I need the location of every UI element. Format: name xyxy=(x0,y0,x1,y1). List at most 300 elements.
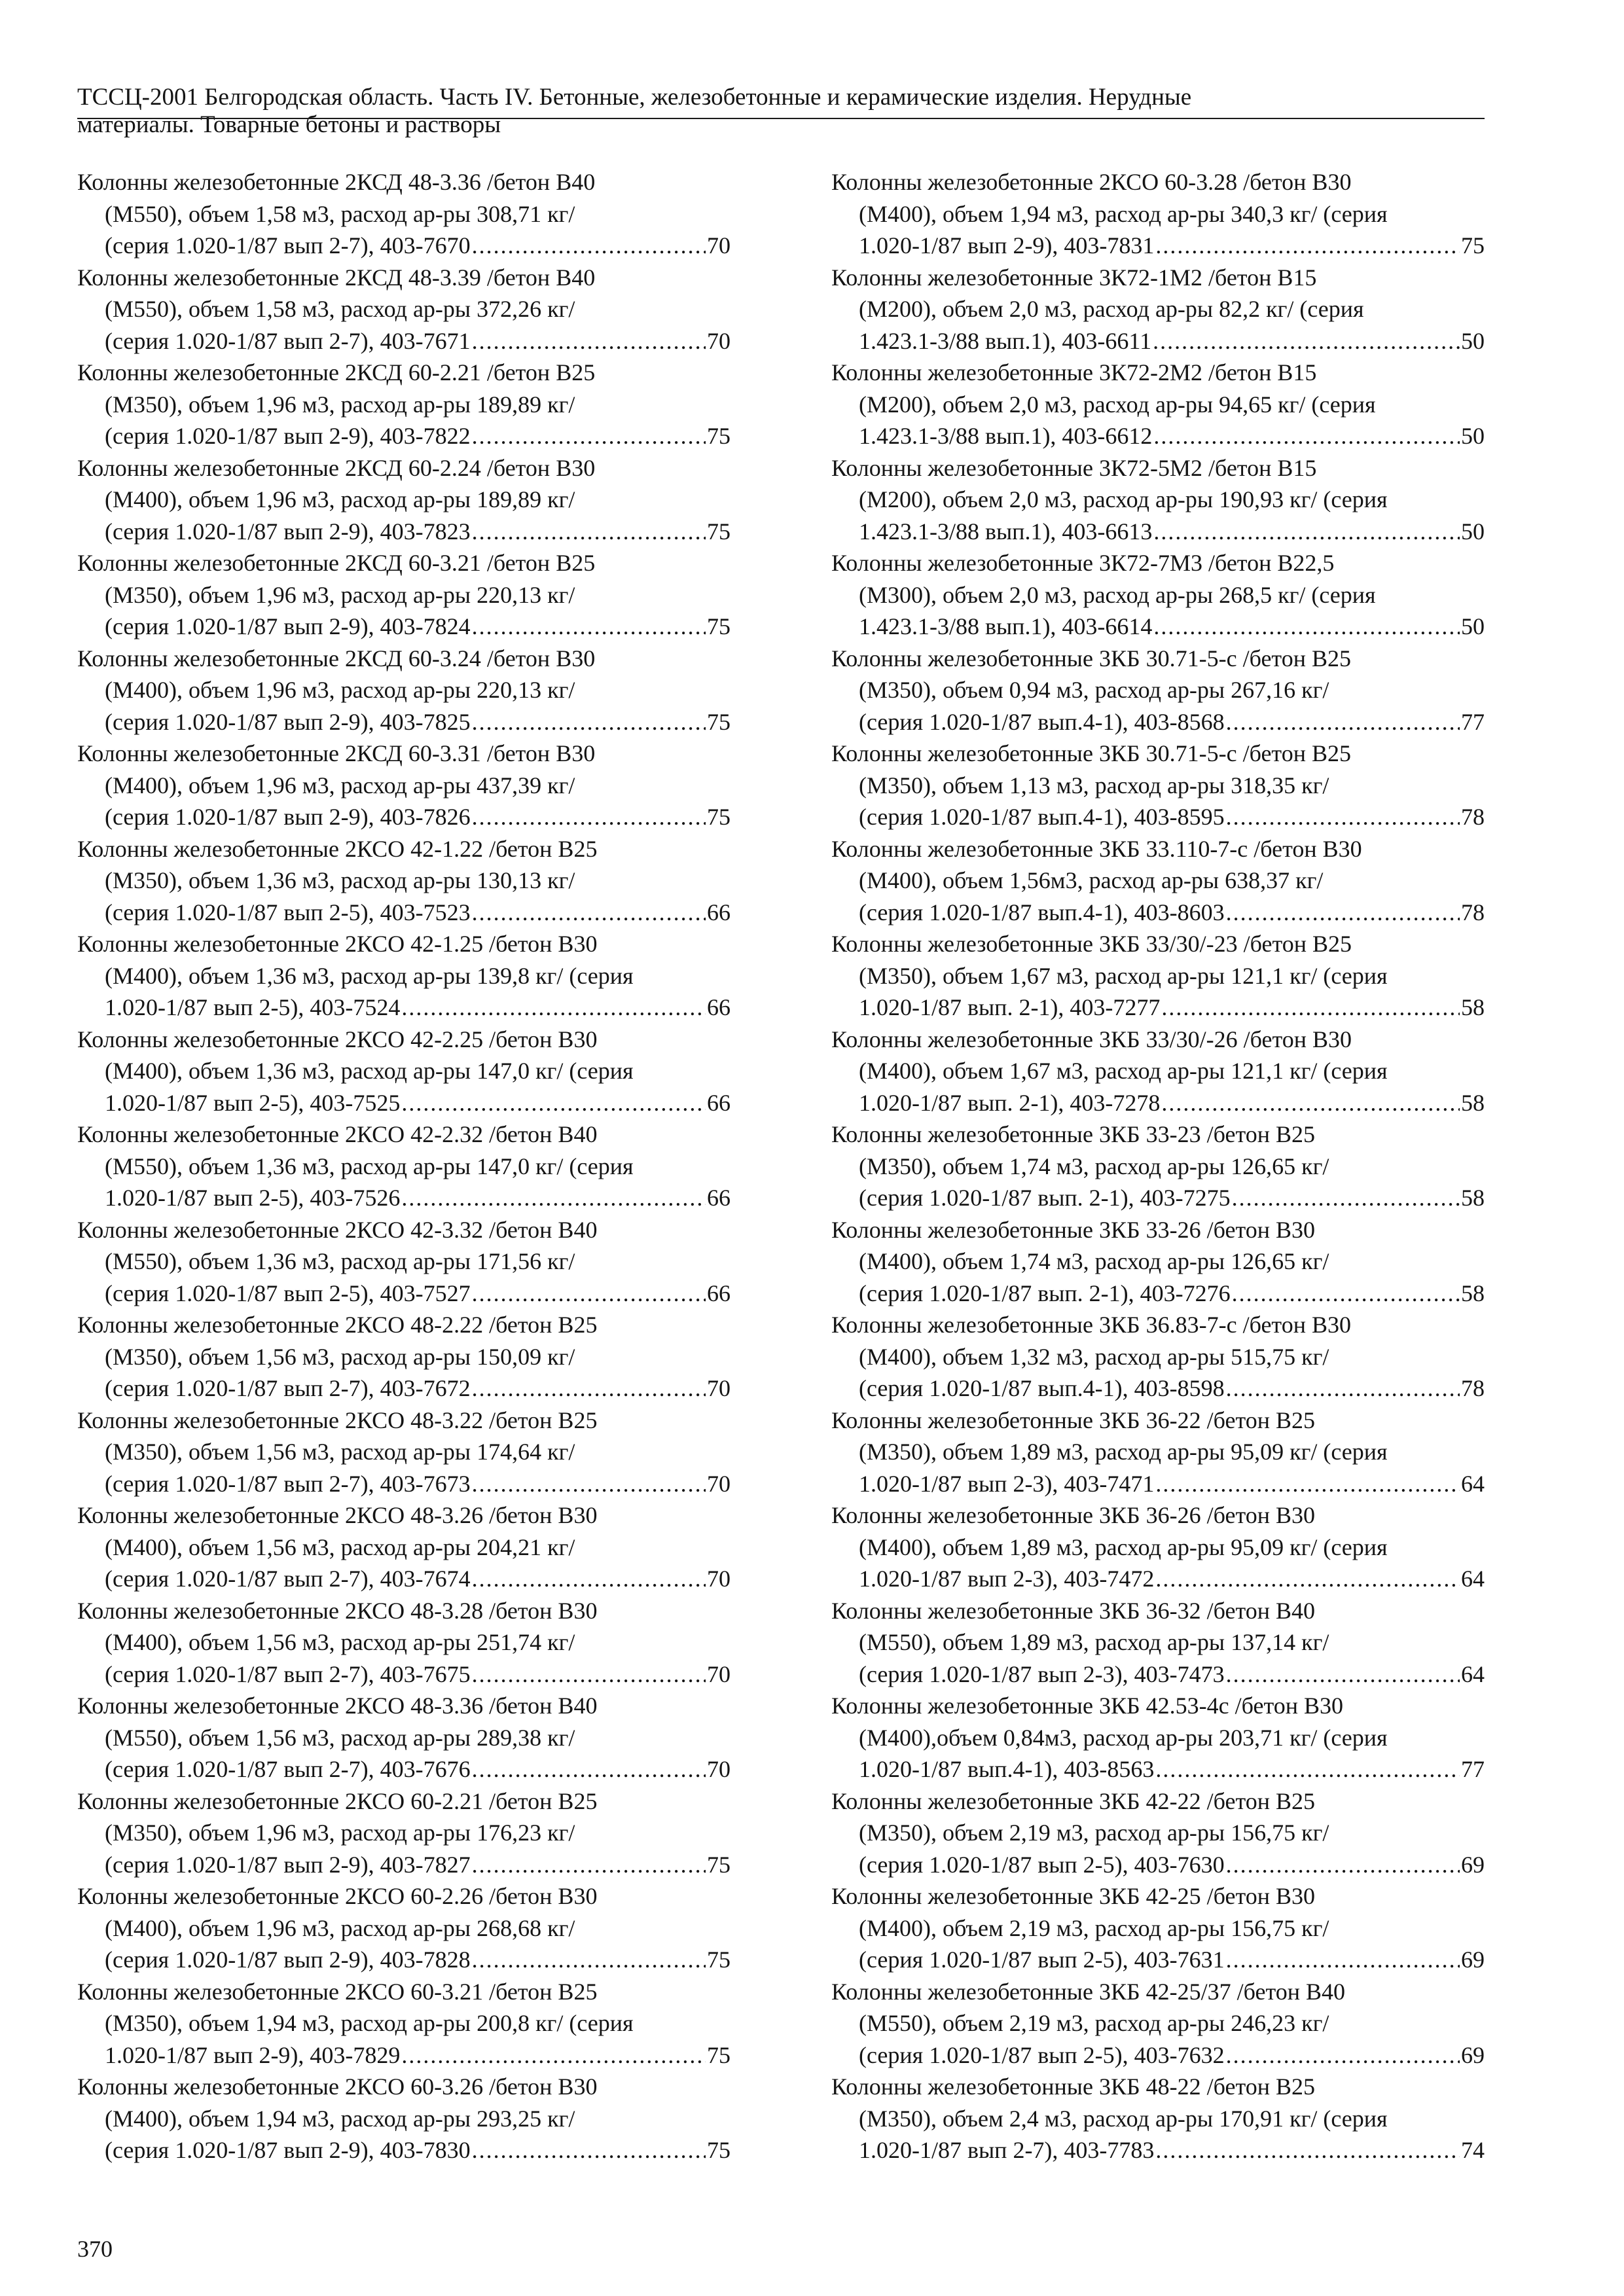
entry-detail-line: (М350), объем 1,67 м3, расход ар-ры 121,1 кг/ (серия xyxy=(859,962,1388,989)
entry-reference-text: (серия 1.020-1/87 вып 2-7), 403-7671 xyxy=(105,327,471,354)
entry-detail-line: (М400), объем 1,36 м3, расход ар-ры 139,8 кг/ (серия xyxy=(105,962,634,989)
header-line-1: ТССЦ-2001 Белгородская область. Часть IV. Бетонные, железобетонные и керамические изделия. Нерудные xyxy=(77,84,1192,111)
entry-title-line: Колонны железобетонные 2КСО 48-3.28 /бетон В30 xyxy=(77,1597,598,1624)
entry-detail-line: (М300), объем 2,0 м3, расход ар-ры 268,5 кг/ (серия xyxy=(859,581,1376,608)
entry-detail-line: (М350), объем 1,96 м3, расход ар-ры 176,23 кг/ xyxy=(105,1820,575,1846)
entry-reference-line xyxy=(831,1182,1485,1214)
entry-page-number: 58 xyxy=(1461,994,1485,1020)
dot-leader xyxy=(401,1182,706,1214)
entry-reference-line xyxy=(77,897,731,929)
dot-leader xyxy=(1153,325,1460,357)
entry-reference-text: (серия 1.020-1/87 вып 2-9), 403-7825 xyxy=(105,708,471,735)
entry-page-number: 75 xyxy=(1461,232,1485,259)
index-entry xyxy=(77,1214,731,1310)
entry-detail-line: (М350), объем 1,96 м3, расход ар-ры 220,13 кг/ xyxy=(105,581,575,608)
entry-page-number: 75 xyxy=(707,2041,731,2068)
dot-leader xyxy=(472,897,706,929)
index-entry xyxy=(831,547,1485,643)
entry-reference-line xyxy=(831,230,1485,262)
entry-reference-text: 1.020-1/87 вып. 2-1), 403-7278 xyxy=(859,1089,1161,1116)
entry-title-line: Колонны железобетонные 3КБ 36.83-7-с /бетон В30 xyxy=(831,1312,1351,1338)
dot-leader xyxy=(1155,230,1460,262)
entry-detail-line: (М400), объем 1,56 м3, расход ар-ры 204,21 кг/ xyxy=(105,1534,575,1560)
entry-reference-text: (серия 1.020-1/87 вып 2-5), 403-7632 xyxy=(859,2041,1225,2068)
dot-leader xyxy=(1226,706,1460,738)
entry-title-line: Колонны железобетонные 3КБ 33.110-7-с /бетон В30 xyxy=(831,835,1362,862)
entry-page-number: 69 xyxy=(1461,1851,1485,1878)
entry-detail-line: (М350), объем 1,74 м3, расход ар-ры 126,65 кг/ xyxy=(859,1153,1329,1179)
entry-detail-line: (М400), объем 1,94 м3, расход ар-ры 340,3 кг/ (серия xyxy=(859,200,1388,227)
entry-detail-line: (М550), объем 1,36 м3, расход ар-ры 147,0 кг/ (серия xyxy=(105,1153,634,1179)
index-entry xyxy=(77,1024,731,1119)
entry-reference-line xyxy=(831,1753,1485,1785)
entry-reference-line xyxy=(77,1468,731,1500)
entry-reference-text: (серия 1.020-1/87 вып 2-7), 403-7673 xyxy=(105,1470,471,1497)
entry-detail-line: (М550), объем 1,89 м3, расход ар-ры 137,14 кг/ xyxy=(859,1629,1329,1655)
dot-leader xyxy=(1226,1944,1460,1976)
entry-reference-text: (серия 1.020-1/87 вып. 2-1), 403-7275 xyxy=(859,1185,1231,1211)
dot-leader xyxy=(1153,420,1460,452)
index-entry xyxy=(831,1690,1485,1785)
entry-reference-line xyxy=(831,2134,1485,2166)
dot-leader xyxy=(1161,992,1460,1024)
entry-title-line: Колонны железобетонные 2КСО 48-3.36 /бетон В40 xyxy=(77,1693,598,1719)
entry-detail-line: (М400), объем 1,56м3, расход ар-ры 638,37 кг/ xyxy=(859,867,1324,893)
index-entry xyxy=(77,738,731,833)
entry-page-number: 70 xyxy=(707,1375,731,1401)
index-entry xyxy=(77,1309,731,1405)
index-entry xyxy=(77,928,731,1024)
dot-leader xyxy=(472,611,706,643)
dot-leader xyxy=(1226,897,1460,929)
index-entry xyxy=(831,1785,1485,1881)
entry-detail-line: (М200), объем 2,0 м3, расход ар-ры 94,65 кг/ (серия xyxy=(859,391,1376,418)
index-entry xyxy=(831,738,1485,833)
entry-reference-text: (серия 1.020-1/87 вып 2-5), 403-7630 xyxy=(859,1851,1225,1878)
entry-detail-line: (М400), объем 1,67 м3, расход ар-ры 121,1 кг/ (серия xyxy=(859,1058,1388,1084)
entry-reference-text: (серия 1.020-1/87 вып.4-1), 403-8603 xyxy=(859,899,1225,925)
entry-detail-line: (М550), объем 2,19 м3, расход ар-ры 246,23 кг/ xyxy=(859,2010,1329,2036)
index-entry xyxy=(77,452,731,548)
entry-reference-line xyxy=(77,801,731,833)
index-entry xyxy=(77,1405,731,1500)
entry-reference-line xyxy=(77,2039,731,2072)
entry-detail-line: (М350), объем 1,36 м3, расход ар-ры 130,13 кг/ xyxy=(105,867,575,893)
entry-page-number: 75 xyxy=(707,804,731,830)
entry-title-line: Колонны железобетонные 2КСО 42-3.32 /бетон В40 xyxy=(77,1216,598,1243)
index-entry xyxy=(831,1880,1485,1976)
entry-title-line: Колонны железобетонные 3КБ 42-22 /бетон В25 xyxy=(831,1787,1316,1814)
dot-leader xyxy=(1226,801,1460,833)
index-entry xyxy=(77,262,731,357)
entry-reference-text: (серия 1.020-1/87 вып 2-7), 403-7675 xyxy=(105,1660,471,1687)
entry-page-number: 50 xyxy=(1461,327,1485,354)
entry-page-number: 75 xyxy=(707,1851,731,1878)
entry-page-number: 75 xyxy=(707,518,731,545)
entry-detail-line: (М350), объем 0,94 м3, расход ар-ры 267,16 кг/ xyxy=(859,677,1329,703)
entry-reference-text: 1.423.1-3/88 вып.1), 403-6611 xyxy=(859,327,1152,354)
entry-title-line: Колонны железобетонные 2КСО 42-1.25 /бетон В30 xyxy=(77,931,598,957)
entry-reference-text: 1.020-1/87 вып. 2-1), 403-7277 xyxy=(859,994,1161,1020)
entry-page-number: 64 xyxy=(1461,1660,1485,1687)
entry-title-line: Колонны железобетонные 3КБ 42.53-4с /бетон В30 xyxy=(831,1693,1343,1719)
entry-reference-text: 1.020-1/87 вып 2-9), 403-7831 xyxy=(859,232,1155,259)
entry-reference-line xyxy=(831,1278,1485,1310)
entry-title-line: Колонны железобетонные 2КСО 60-3.26 /бетон В30 xyxy=(77,2073,598,2100)
entry-reference-text: (серия 1.020-1/87 вып 2-9), 403-7830 xyxy=(105,2137,471,2163)
dot-leader xyxy=(472,1944,706,1976)
entry-reference-text: 1.423.1-3/88 вып.1), 403-6612 xyxy=(859,423,1153,449)
index-entry xyxy=(831,166,1485,262)
entry-reference-line xyxy=(77,230,731,262)
entry-title-line: Колонны железобетонные 3КБ 36-26 /бетон В30 xyxy=(831,1502,1316,1528)
entry-reference-line xyxy=(77,1087,731,1119)
entry-title-line: Колонны железобетонные 2КСО 48-3.22 /бетон В25 xyxy=(77,1407,598,1433)
entry-reference-text: 1.423.1-3/88 вып.1), 403-6614 xyxy=(859,613,1153,639)
dot-leader xyxy=(1153,516,1460,548)
dot-leader xyxy=(472,1372,706,1405)
entry-title-line: Колонны железобетонные 3К72-5М2 /бетон В15 xyxy=(831,454,1317,481)
entry-reference-line xyxy=(831,1468,1485,1500)
entry-reference-text: (серия 1.020-1/87 вып 2-9), 403-7828 xyxy=(105,1946,471,1973)
entry-title-line: Колонны железобетонные 3КБ 30.71-5-с /бетон В25 xyxy=(831,740,1351,766)
entry-page-number: 75 xyxy=(707,423,731,449)
right-index-column xyxy=(831,166,1485,2166)
index-entry xyxy=(77,166,731,262)
dot-leader xyxy=(472,516,706,548)
entry-reference-text: (серия 1.020-1/87 вып 2-5), 403-7631 xyxy=(859,1946,1225,1973)
entry-page-number: 50 xyxy=(1461,613,1485,639)
index-entry xyxy=(77,2071,731,2166)
entry-page-number: 58 xyxy=(1461,1185,1485,1211)
header-rule xyxy=(77,118,1485,119)
entry-detail-line: (М400), объем 1,96 м3, расход ар-ры 220,13 кг/ xyxy=(105,677,575,703)
entry-detail-line: (М550), объем 1,58 м3, расход ар-ры 308,71 кг/ xyxy=(105,200,575,227)
index-entry xyxy=(831,643,1485,738)
index-entry xyxy=(831,262,1485,357)
index-entry xyxy=(831,928,1485,1024)
entry-reference-text: (серия 1.020-1/87 вып.4-1), 403-8568 xyxy=(859,708,1225,735)
entry-title-line: Колонны железобетонные 2КСД 60-3.24 /бетон В30 xyxy=(77,645,596,672)
entry-reference-text: (серия 1.020-1/87 вып 2-9), 403-7827 xyxy=(105,1851,471,1878)
entry-page-number: 50 xyxy=(1461,518,1485,545)
entry-page-number: 70 xyxy=(707,327,731,354)
entry-page-number: 64 xyxy=(1461,1470,1485,1497)
entry-reference-text: (серия 1.020-1/87 вып 2-9), 403-7826 xyxy=(105,804,471,830)
entry-reference-text: 1.020-1/87 вып 2-7), 403-7783 xyxy=(859,2137,1155,2163)
entry-reference-text: (серия 1.020-1/87 вып 2-5), 403-7527 xyxy=(105,1280,471,1306)
entry-reference-line xyxy=(831,516,1485,548)
index-entry xyxy=(831,1024,1485,1119)
entry-reference-line xyxy=(831,897,1485,929)
entry-detail-line: (М400), объем 1,74 м3, расход ар-ры 126,65 кг/ xyxy=(859,1248,1329,1274)
dot-leader xyxy=(472,801,706,833)
entry-page-number: 70 xyxy=(707,1756,731,1782)
entry-page-number: 70 xyxy=(707,1470,731,1497)
entry-page-number: 77 xyxy=(1461,708,1485,735)
dot-leader xyxy=(1155,2134,1460,2166)
entry-page-number: 70 xyxy=(707,1566,731,1592)
entry-page-number: 58 xyxy=(1461,1089,1485,1116)
entry-page-number: 58 xyxy=(1461,1280,1485,1306)
index-entry xyxy=(77,643,731,738)
entry-title-line: Колонны железобетонные 2КСО 48-3.26 /бетон В30 xyxy=(77,1502,598,1528)
entry-reference-text: (серия 1.020-1/87 вып 2-7), 403-7672 xyxy=(105,1375,471,1401)
entry-reference-line xyxy=(831,1659,1485,1691)
index-entry xyxy=(831,1405,1485,1500)
entry-detail-line: (М400),объем 0,84м3, расход ар-ры 203,71 кг/ (серия xyxy=(859,1724,1388,1751)
entry-detail-line: (М550), объем 1,56 м3, расход ар-ры 289,38 кг/ xyxy=(105,1724,575,1751)
left-index-column xyxy=(77,166,731,2166)
entry-title-line: Колонны железобетонные 2КСО 60-3.28 /бетон В30 xyxy=(831,169,1352,195)
entry-reference-line xyxy=(77,1659,731,1691)
entry-page-number: 75 xyxy=(707,1946,731,1973)
dot-leader xyxy=(1226,1849,1460,1881)
entry-page-number: 74 xyxy=(1461,2137,1485,2163)
entry-reference-text: 1.020-1/87 вып 2-3), 403-7471 xyxy=(859,1470,1155,1497)
entry-reference-line xyxy=(77,1849,731,1881)
entry-title-line: Колонны железобетонные 3КБ 33/30/-26 /бетон В30 xyxy=(831,1026,1352,1052)
entry-title-line: Колонны железобетонные 2КСО 42-2.32 /бетон В40 xyxy=(77,1121,598,1147)
index-entry xyxy=(77,833,731,929)
entry-page-number: 64 xyxy=(1461,1566,1485,1592)
entry-page-number: 70 xyxy=(707,1660,731,1687)
entry-reference-line xyxy=(831,801,1485,833)
entry-reference-line xyxy=(831,706,1485,738)
index-entry xyxy=(77,1119,731,1214)
entry-reference-line xyxy=(77,1563,731,1595)
entry-page-number: 69 xyxy=(1461,1946,1485,1973)
dot-leader xyxy=(1232,1278,1460,1310)
entry-title-line: Колонны железобетонные 3К72-7М3 /бетон В22,5 xyxy=(831,550,1335,576)
entry-detail-line: (М350), объем 1,94 м3, расход ар-ры 200,8 кг/ (серия xyxy=(105,2010,634,2036)
dot-leader xyxy=(472,1468,706,1500)
dot-leader xyxy=(472,706,706,738)
entry-reference-line xyxy=(77,516,731,548)
entry-reference-text: 1.020-1/87 вып 2-5), 403-7526 xyxy=(105,1185,401,1211)
entry-title-line: Колонны железобетонные 2КСД 48-3.36 /бетон В40 xyxy=(77,169,596,195)
page-number: 370 xyxy=(77,2236,113,2262)
entry-detail-line: (М400), объем 1,94 м3, расход ар-ры 293,25 кг/ xyxy=(105,2105,575,2132)
dot-leader xyxy=(472,2134,706,2166)
entry-reference-line xyxy=(831,1372,1485,1405)
entry-detail-line: (М200), объем 2,0 м3, расход ар-ры 190,93 кг/ (серия xyxy=(859,486,1388,512)
entry-detail-line: (М400), объем 2,19 м3, расход ар-ры 156,75 кг/ xyxy=(859,1914,1329,1941)
page-header xyxy=(77,84,1485,139)
entry-page-number: 50 xyxy=(1461,423,1485,449)
index-entry xyxy=(831,2071,1485,2166)
entry-reference-text: 1.020-1/87 вып.4-1), 403-8563 xyxy=(859,1756,1155,1782)
entry-reference-text: (серия 1.020-1/87 вып 2-9), 403-7824 xyxy=(105,613,471,639)
index-entry xyxy=(77,1499,731,1595)
dot-leader xyxy=(401,992,706,1024)
entry-title-line: Колонны железобетонные 2КСД 60-2.24 /бетон В30 xyxy=(77,454,596,481)
entry-title-line: Колонны железобетонные 2КСО 60-2.26 /бетон В30 xyxy=(77,1883,598,1909)
entry-detail-line: (М350), объем 2,4 м3, расход ар-ры 170,91 кг/ (серия xyxy=(859,2105,1388,2132)
dot-leader xyxy=(472,420,706,452)
entry-reference-line xyxy=(831,420,1485,452)
index-entry xyxy=(831,1976,1485,2072)
entry-title-line: Колонны железобетонные 3КБ 30.71-5-с /бетон В25 xyxy=(831,645,1351,672)
entry-page-number: 75 xyxy=(707,708,731,735)
entry-page-number: 66 xyxy=(707,1185,731,1211)
entry-title-line: Колонны железобетонные 2КСД 60-2.21 /бетон В25 xyxy=(77,359,596,386)
entry-reference-text: (серия 1.020-1/87 вып 2-5), 403-7523 xyxy=(105,899,471,925)
entry-reference-text: (серия 1.020-1/87 вып 2-3), 403-7473 xyxy=(859,1660,1225,1687)
entry-reference-line xyxy=(831,1563,1485,1595)
entry-reference-text: 1.423.1-3/88 вып.1), 403-6613 xyxy=(859,518,1153,545)
entry-page-number: 66 xyxy=(707,899,731,925)
entry-page-number: 66 xyxy=(707,994,731,1020)
entry-title-line: Колонны железобетонные 3КБ 33-26 /бетон В30 xyxy=(831,1216,1316,1243)
entry-detail-line: (М400), объем 1,96 м3, расход ар-ры 437,39 кг/ xyxy=(105,772,575,798)
entry-detail-line: (М350), объем 1,13 м3, расход ар-ры 318,35 кг/ xyxy=(859,772,1329,798)
entry-reference-line xyxy=(77,706,731,738)
entry-reference-text: (серия 1.020-1/87 вып.4-1), 403-8595 xyxy=(859,804,1225,830)
entry-detail-line: (М400), объем 1,36 м3, расход ар-ры 147,0 кг/ (серия xyxy=(105,1058,634,1084)
entry-reference-line xyxy=(831,1087,1485,1119)
index-entry xyxy=(831,833,1485,929)
entry-reference-text: (серия 1.020-1/87 вып 2-9), 403-7822 xyxy=(105,423,471,449)
dot-leader xyxy=(472,1849,706,1881)
entry-reference-text: (серия 1.020-1/87 вып 2-7), 403-7674 xyxy=(105,1566,471,1592)
entry-reference-line xyxy=(831,611,1485,643)
entry-title-line: Колонны железобетонные 3К72-1М2 /бетон В15 xyxy=(831,264,1317,291)
entry-reference-line xyxy=(831,325,1485,357)
entry-page-number: 70 xyxy=(707,232,731,259)
dot-leader xyxy=(472,1563,706,1595)
entry-title-line: Колонны железобетонные 3КБ 48-22 /бетон В25 xyxy=(831,2073,1316,2100)
entry-title-line: Колонны железобетонные 2КСД 60-3.31 /бетон В30 xyxy=(77,740,596,766)
index-entry xyxy=(831,452,1485,548)
entry-page-number: 66 xyxy=(707,1089,731,1116)
entry-detail-line: (М400), объем 1,96 м3, расход ар-ры 189,89 кг/ xyxy=(105,486,575,512)
entry-detail-line: (М550), объем 1,36 м3, расход ар-ры 171,56 кг/ xyxy=(105,1248,575,1274)
entry-reference-line xyxy=(77,1944,731,1976)
entry-title-line: Колонны железобетонные 2КСД 48-3.39 /бетон В40 xyxy=(77,264,596,291)
index-entry xyxy=(831,1214,1485,1310)
dot-leader xyxy=(401,2039,706,2072)
dot-leader xyxy=(472,325,706,357)
entry-page-number: 78 xyxy=(1461,804,1485,830)
entry-title-line: Колонны железобетонные 3КБ 36-32 /бетон В40 xyxy=(831,1597,1316,1624)
entry-reference-text: 1.020-1/87 вып 2-9), 403-7829 xyxy=(105,2041,401,2068)
entry-reference-line xyxy=(77,325,731,357)
entry-page-number: 75 xyxy=(707,613,731,639)
dot-leader xyxy=(472,230,706,262)
entry-reference-line xyxy=(77,992,731,1024)
entry-title-line: Колонны железобетонные 2КСО 48-2.22 /бетон В25 xyxy=(77,1312,598,1338)
index-entry xyxy=(831,1119,1485,1214)
index-entry xyxy=(77,1880,731,1976)
dot-leader xyxy=(1226,1659,1460,1691)
entry-detail-line: (М400), объем 1,89 м3, расход ар-ры 95,09 кг/ (серия xyxy=(859,1534,1388,1560)
entry-detail-line: (М400), объем 1,32 м3, расход ар-ры 515,75 кг/ xyxy=(859,1343,1329,1370)
entry-detail-line: (М400), объем 1,96 м3, расход ар-ры 268,68 кг/ xyxy=(105,1914,575,1941)
entry-detail-line: (М550), объем 1,58 м3, расход ар-ры 372,26 кг/ xyxy=(105,296,575,322)
index-entry xyxy=(77,547,731,643)
entry-reference-text: 1.020-1/87 вып 2-3), 403-7472 xyxy=(859,1566,1155,1592)
dot-leader xyxy=(472,1278,706,1310)
entry-title-line: Колонны железобетонные 2КСО 60-2.21 /бетон В25 xyxy=(77,1787,598,1814)
index-entry xyxy=(77,1690,731,1785)
entry-page-number: 66 xyxy=(707,1280,731,1306)
entry-reference-text: (серия 1.020-1/87 вып 2-7), 403-7676 xyxy=(105,1756,471,1782)
dot-leader xyxy=(1155,1563,1460,1595)
dot-leader xyxy=(472,1659,706,1691)
entry-title-line: Колонны железобетонные 2КСО 42-1.22 /бетон В25 xyxy=(77,835,598,862)
index-entry xyxy=(77,357,731,452)
entry-reference-line xyxy=(77,2134,731,2166)
entry-reference-line xyxy=(77,1372,731,1405)
entry-title-line: Колонны железобетонные 2КСО 42-2.25 /бетон В30 xyxy=(77,1026,598,1052)
entry-reference-line xyxy=(77,1753,731,1785)
entry-detail-line: (М350), объем 1,56 м3, расход ар-ры 174,64 кг/ xyxy=(105,1439,575,1465)
entry-detail-line: (М400), объем 1,56 м3, расход ар-ры 251,74 кг/ xyxy=(105,1629,575,1655)
index-entry xyxy=(831,357,1485,452)
dot-leader xyxy=(1226,1372,1460,1405)
dot-leader xyxy=(1226,2039,1460,2072)
entry-reference-line xyxy=(831,1944,1485,1976)
index-entry xyxy=(77,1595,731,1691)
header-line-2: материалы. Товарные бетоны и растворы xyxy=(77,111,501,138)
entry-reference-line xyxy=(77,1278,731,1310)
entry-page-number: 78 xyxy=(1461,899,1485,925)
entry-title-line: Колонны железобетонные 3КБ 42-25 /бетон В30 xyxy=(831,1883,1316,1909)
entry-reference-text: (серия 1.020-1/87 вып.4-1), 403-8598 xyxy=(859,1375,1225,1401)
entry-page-number: 75 xyxy=(707,2137,731,2163)
dot-leader xyxy=(1155,1468,1460,1500)
entry-reference-text: 1.020-1/87 вып 2-5), 403-7525 xyxy=(105,1089,401,1116)
entry-page-number: 77 xyxy=(1461,1756,1485,1782)
entry-detail-line: (М350), объем 1,89 м3, расход ар-ры 95,09 кг/ (серия xyxy=(859,1439,1388,1465)
entry-reference-text: 1.020-1/87 вып 2-5), 403-7524 xyxy=(105,994,401,1020)
entry-title-line: Колонны железобетонные 3КБ 42-25/37 /бетон В40 xyxy=(831,1978,1346,2005)
entry-detail-line: (М350), объем 1,56 м3, расход ар-ры 150,09 кг/ xyxy=(105,1343,575,1370)
index-entry xyxy=(77,1976,731,2072)
entry-reference-line xyxy=(77,420,731,452)
index-entry xyxy=(77,1785,731,1881)
entry-title-line: Колонны железобетонные 2КСД 60-3.21 /бетон В25 xyxy=(77,550,596,576)
dot-leader xyxy=(401,1087,706,1119)
index-entry xyxy=(831,1499,1485,1595)
entry-reference-text: (серия 1.020-1/87 вып. 2-1), 403-7276 xyxy=(859,1280,1231,1306)
entry-title-line: Колонны железобетонные 3КБ 33/30/-23 /бетон В25 xyxy=(831,931,1352,957)
dot-leader xyxy=(472,1753,706,1785)
entry-detail-line: (М350), объем 2,19 м3, расход ар-ры 156,75 кг/ xyxy=(859,1820,1329,1846)
entry-detail-line: (М200), объем 2,0 м3, расход ар-ры 82,2 кг/ (серия xyxy=(859,296,1364,322)
entry-detail-line: (М350), объем 1,96 м3, расход ар-ры 189,89 кг/ xyxy=(105,391,575,418)
entry-title-line: Колонны железобетонные 3КБ 33-23 /бетон В25 xyxy=(831,1121,1316,1147)
index-entry xyxy=(831,1595,1485,1691)
entry-title-line: Колонны железобетонные 3К72-2М2 /бетон В15 xyxy=(831,359,1317,386)
entry-reference-line xyxy=(77,611,731,643)
entry-reference-line xyxy=(831,2039,1485,2072)
entry-reference-text: (серия 1.020-1/87 вып 2-9), 403-7823 xyxy=(105,518,471,545)
index-entry xyxy=(831,1309,1485,1405)
entry-page-number: 69 xyxy=(1461,2041,1485,2068)
entry-reference-line xyxy=(831,992,1485,1024)
entry-page-number: 78 xyxy=(1461,1375,1485,1401)
entry-reference-line xyxy=(77,1182,731,1214)
entry-title-line: Колонны железобетонные 3КБ 36-22 /бетон В25 xyxy=(831,1407,1316,1433)
entry-reference-text: (серия 1.020-1/87 вып 2-7), 403-7670 xyxy=(105,232,471,259)
dot-leader xyxy=(1155,1753,1460,1785)
dot-leader xyxy=(1161,1087,1460,1119)
entry-reference-line xyxy=(831,1849,1485,1881)
dot-leader xyxy=(1153,611,1460,643)
entry-title-line: Колонны железобетонные 2КСО 60-3.21 /бетон В25 xyxy=(77,1978,598,2005)
